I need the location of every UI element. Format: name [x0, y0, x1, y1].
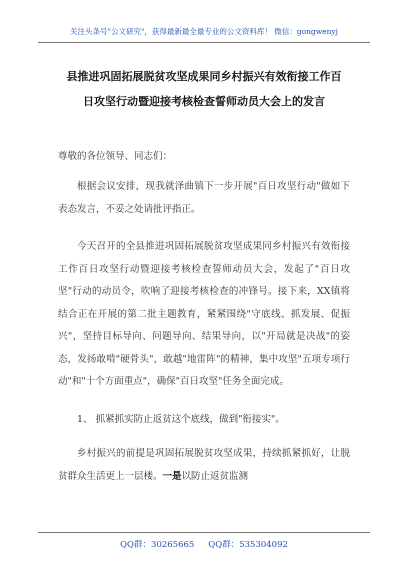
paragraph-3-text-a: 乡村振兴的前提是巩固拓展脱贫攻坚成果，持续抓紧抓好，让脱贫群众生活更上一层楼。	[58, 448, 350, 482]
paragraph-3	[58, 443, 350, 488]
footer	[20, 538, 388, 550]
paragraph-3-bold: 一是	[162, 470, 182, 482]
paragraph-1: 根据会议安排，现我就泽曲镇下一步开展"百日攻坚行动"做如下表态发言，不妥之处请批评指正。	[58, 181, 350, 215]
paragraph-3-text-b: 以防止返贫监测	[181, 470, 249, 482]
header-note: 关注头条号"公文研究"，获得最新最全最专业的公文资料库！ 微信：gongwenyj	[70, 27, 338, 36]
footer-divider	[38, 532, 370, 533]
document-title	[40, 64, 368, 114]
footer-qq-2: QQ群：535304092	[208, 540, 288, 550]
document-body	[58, 146, 350, 488]
footer-qq-1: QQ群：30265665	[120, 540, 195, 550]
greeting: 尊敬的各位领导、同志们：	[58, 151, 173, 162]
section-heading-1: 1、 抓紧抓实防止返贫这个底线，做到"衔接实"。	[77, 413, 285, 425]
title-line-2: 日攻坚行动暨迎接考核检查誓师动员大会上的发言	[83, 95, 325, 108]
paragraph-2: 今天召开的全县推进巩固拓展脱贫攻坚成果同乡村振兴有效衔接工作百日攻坚行动暨迎接考核检查誓师动员大会，发起了"百日攻坚"行动的动员令，吹响了迎接考核检查的冲锋号。接下来，XX镇将结合正在开展的第二批主题教育，紧紧围绕"守底线、抓发展、促振兴"，坚持目标导向、问题导向、结果导向，以"开局就是决战"的姿态，发扬敢啃"硬骨头"，敢越"地雷阵"的精神，集中攻坚"五项专项行动"和"十个方面重点"，确保"百日攻坚"任务全面完成。	[58, 241, 350, 387]
header-divider	[38, 42, 370, 43]
title-line-1: 县推进巩固拓展脱贫攻坚成果同乡村振兴有效衔接工作百	[66, 70, 342, 83]
